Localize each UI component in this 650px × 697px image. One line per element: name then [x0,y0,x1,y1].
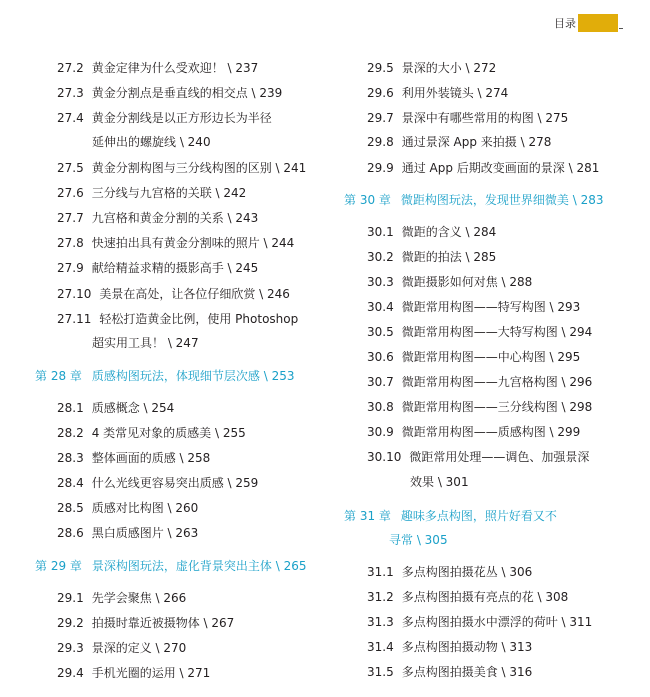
toc-number: 28.6 [57,526,84,540]
toc-number: 27.11 [57,312,92,326]
toc-entry [57,425,246,441]
toc-entry [57,85,282,101]
toc-entry [57,185,246,201]
toc-number: 29.8 [367,135,394,149]
toc-title: 微距构图玩法，发现世界细微美 \ 283 [400,193,604,207]
toc-title: 微距的含义 \ 284 [401,225,497,239]
toc-entry [367,449,589,465]
toc-number: 27.10 [57,287,92,301]
header-accent-bar [578,14,618,32]
toc-entry [57,210,258,226]
toc-title: 献给精益求精的摄影高手 \ 245 [91,261,259,275]
toc-entry [367,224,496,240]
toc-number: 30.10 [367,450,402,464]
toc-title: 质感对比构图 \ 260 [91,501,199,515]
toc-number: 28.3 [57,451,84,465]
toc-number: 30.3 [367,275,394,289]
toc-title: 通过景深 App 来拍摄 \ 278 [401,135,552,149]
toc-number: 29.4 [57,666,84,680]
toc-entry [57,615,234,631]
toc-number: 29.2 [57,616,84,630]
toc-title: 黄金定律为什么受欢迎！ \ 237 [91,61,259,75]
toc-entry [367,349,580,365]
toc-chapter-heading [344,192,603,208]
toc-number: 27.4 [57,111,84,125]
toc-number: 31.4 [367,640,394,654]
toc-entry [57,640,186,656]
toc-title: 多点构图拍摄花丛 \ 306 [401,565,533,579]
toc-entry [92,335,199,351]
toc-title: 景深的大小 \ 272 [401,61,497,75]
toc-title: 先学会聚焦 \ 266 [91,591,187,605]
toc-title: 手机光圈的运用 \ 271 [91,666,211,680]
toc-entry [57,235,294,251]
toc-title: 微距常用构图——特写构图 \ 293 [401,300,581,314]
toc-title: 什么光线更容易突出质感 \ 259 [91,476,259,490]
toc-title: 景深的定义 \ 270 [91,641,187,655]
toc-title: 黑白质感图片 \ 263 [91,526,199,540]
toc-chapter-heading [35,558,306,574]
toc-title: 通过 App 后期改变画面的景深 \ 281 [401,161,600,175]
toc-number: 31.3 [367,615,394,629]
toc-entry [367,564,532,580]
toc-entry [367,614,592,630]
toc-title: 微距常用构图——质感构图 \ 299 [401,425,581,439]
toc-title: 三分线与九宫格的关联 \ 242 [91,186,247,200]
toc-chapter-heading [35,368,294,384]
toc-number: 30.8 [367,400,394,414]
toc-number: 29.9 [367,161,394,175]
toc-title: 九宫格和黄金分割的关系 \ 243 [91,211,259,225]
toc-title: 质感构图玩法，体现细节层次感 \ 253 [91,369,295,383]
toc-number: 第 29 章 [35,559,82,573]
toc-number: 29.6 [367,86,394,100]
header-label: 目录 [554,17,576,30]
toc-title: 微距的拍法 \ 285 [401,250,497,264]
toc-entry [367,134,551,150]
toc-entry [367,160,599,176]
toc-number: 28.2 [57,426,84,440]
toc-entry [367,249,496,265]
toc-entry [367,60,496,76]
page-header [0,14,650,34]
toc-number: 27.9 [57,261,84,275]
toc-entry [367,324,592,340]
toc-title: 多点构图拍摄水中漂浮的荷叶 \ 311 [401,615,593,629]
toc-title: 多点构图拍摄美食 \ 316 [401,665,533,679]
toc-number: 30.9 [367,425,394,439]
toc-number: 27.3 [57,86,84,100]
toc-entry [367,399,592,415]
toc-title: 景深构图玩法，虚化背景突出主体 \ 265 [91,559,307,573]
toc-number: 第 30 章 [344,193,391,207]
toc-title: 景深中有哪些常用的构图 \ 275 [401,111,569,125]
toc-title: 微距常用构图——中心构图 \ 295 [401,350,581,364]
toc-entry [57,475,258,491]
toc-title: 效果 \ 301 [410,475,469,489]
toc-number: 30.4 [367,300,394,314]
toc-title: 黄金分割点是垂直线的相交点 \ 239 [91,86,283,100]
toc-entry [367,639,532,655]
toc-entry [57,286,290,302]
toc-entry [57,400,174,416]
toc-title: 拍摄时靠近被摄物体 \ 267 [91,616,235,630]
toc-number: 29.3 [57,641,84,655]
toc-number: 30.2 [367,250,394,264]
toc-number: 28.4 [57,476,84,490]
toc-title: 多点构图拍摄有亮点的花 \ 308 [401,590,569,604]
toc-number: 30.6 [367,350,394,364]
toc-entry [92,134,211,150]
toc-number: 27.5 [57,161,84,175]
toc-entry [57,260,258,276]
toc-number: 29.5 [367,61,394,75]
toc-entry [367,110,568,126]
toc-title: 寻常 \ 305 [389,533,448,547]
toc-title: 趣味多点构图，照片好看又不 [400,509,557,523]
toc-title: 超实用工具！ \ 247 [92,336,199,350]
toc-number: 第 28 章 [35,369,82,383]
toc-title: 延伸出的螺旋线 \ 240 [92,135,211,149]
toc-number: 31.1 [367,565,394,579]
toc-entry [57,590,186,606]
toc-number: 第 31 章 [344,509,391,523]
toc-number: 30.7 [367,375,394,389]
toc-entry [57,110,272,126]
toc-title: 微距常用构图——九宫格构图 \ 296 [401,375,593,389]
toc-number: 29.1 [57,591,84,605]
toc-entry [367,374,592,390]
toc-number: 27.6 [57,186,84,200]
toc-number: 30.5 [367,325,394,339]
toc-title: 微距常用处理——调色、加强景深 [409,450,590,464]
toc-number: 29.7 [367,111,394,125]
toc-title: 美景在高处，让各位仔细欣赏 \ 246 [99,287,290,301]
toc-title: 黄金分割线是以正方形边长为半径 [91,111,272,125]
toc-number: 28.5 [57,501,84,515]
toc-title: 轻松打造黄金比例，使用 Photoshop [99,312,299,326]
toc-entry [367,274,532,290]
toc-entry [57,60,258,76]
toc-entry [367,424,580,440]
toc-title: 黄金分割构图与三分线构图的区别 \ 241 [91,161,307,175]
toc-title: 多点构图拍摄动物 \ 313 [401,640,533,654]
toc-chapter-heading [344,508,557,524]
toc-entry [367,589,568,605]
toc-number: 27.7 [57,211,84,225]
toc-chapter-heading [389,532,448,548]
toc-entry [57,500,198,516]
toc-number: 28.1 [57,401,84,415]
toc-number: 30.1 [367,225,394,239]
toc-number: 31.5 [367,665,394,679]
toc-title: 快速拍出具有黄金分割味的照片 \ 244 [91,236,295,250]
toc-number: 27.2 [57,61,84,75]
header-crop-mark [619,28,623,31]
toc-entry [57,160,306,176]
toc-number: 27.8 [57,236,84,250]
toc-entry [57,665,210,681]
toc-entry [367,664,532,680]
toc-entry [410,474,469,490]
toc-title: 整体画面的质感 \ 258 [91,451,211,465]
toc-entry [367,299,580,315]
toc-title: 质感概念 \ 254 [91,401,175,415]
toc-entry [57,525,198,541]
toc-title: 微距常用构图——大特写构图 \ 294 [401,325,593,339]
toc-title: 微距摄影如何对焦 \ 288 [401,275,533,289]
toc-title: 微距常用构图——三分线构图 \ 298 [401,400,593,414]
toc-entry [367,85,508,101]
toc-title: 4 类常见对象的质感美 \ 255 [91,426,246,440]
toc-entry [57,450,210,466]
toc-entry [57,311,298,327]
toc-number: 31.2 [367,590,394,604]
toc-title: 利用外装镜头 \ 274 [401,86,509,100]
